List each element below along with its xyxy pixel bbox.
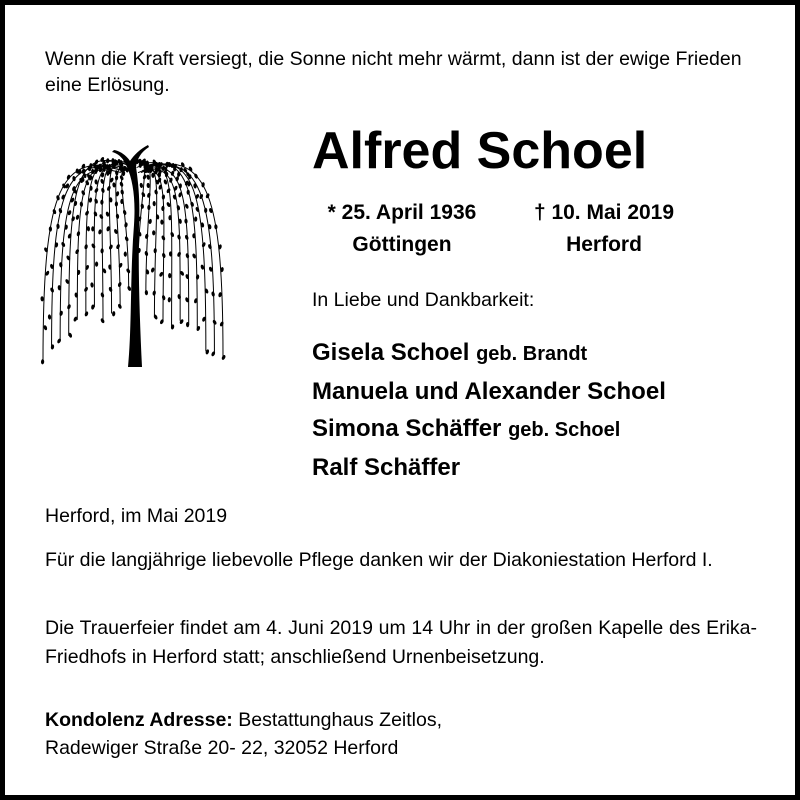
weeping-willow-icon [40,125,235,375]
birth-info [312,197,492,261]
ceremony-text: Die Trauerfeier findet am 4. Juni 2019 um 14 Uhr in der großen Kapelle des Erika-Friedhofs in Herford statt; anschließend Urnenbeisetzung. [45,617,757,668]
deceased-name: Alfred Schoel [312,122,648,180]
motto-text: Wenn die Kraft versiegt, die Sonne nicht mehr wärmt, dann ist der ewige Frieden eine Erlösung. [45,48,742,96]
mourner-birth-name: geb. Schoel [508,419,621,441]
mourner-line [312,449,666,486]
mourner-name: Manuela und Alexander Schoel [312,378,666,405]
mourner-line [312,373,666,410]
place-date: Herford, im Mai 2019 [45,505,228,527]
address-label: Kondolenz Adresse: [45,709,233,731]
gratitude-line: In Liebe und Dankbarkeit: [312,289,535,311]
thanks-text: Für die langjährige liebevolle Pflege danken wir der Diakoniestation Herford I. [45,549,713,571]
address-line-2: Radewiger Straße 20- 22, 32052 Herford [45,737,399,759]
death-date: † 10. Mai 2019 [533,201,675,224]
mourner-name: Ralf Schäffer [312,454,461,481]
mourner-name: Gisela Schoel [312,339,470,366]
mourner-name: Simona Schäffer [312,415,502,442]
mourners-list [312,334,666,486]
condolence-address [45,706,442,762]
address-line-1 [45,706,442,734]
birth-date: * 25. April 1936 [327,201,477,224]
death-info [518,197,690,261]
mourner-birth-name: geb. Brandt [476,343,588,365]
address-street-name: Bestattunghaus Zeitlos, [238,709,443,731]
mourner-line [312,334,666,373]
death-place: Herford [566,233,642,256]
birth-place: Göttingen [352,233,452,256]
mourner-line [312,410,666,449]
